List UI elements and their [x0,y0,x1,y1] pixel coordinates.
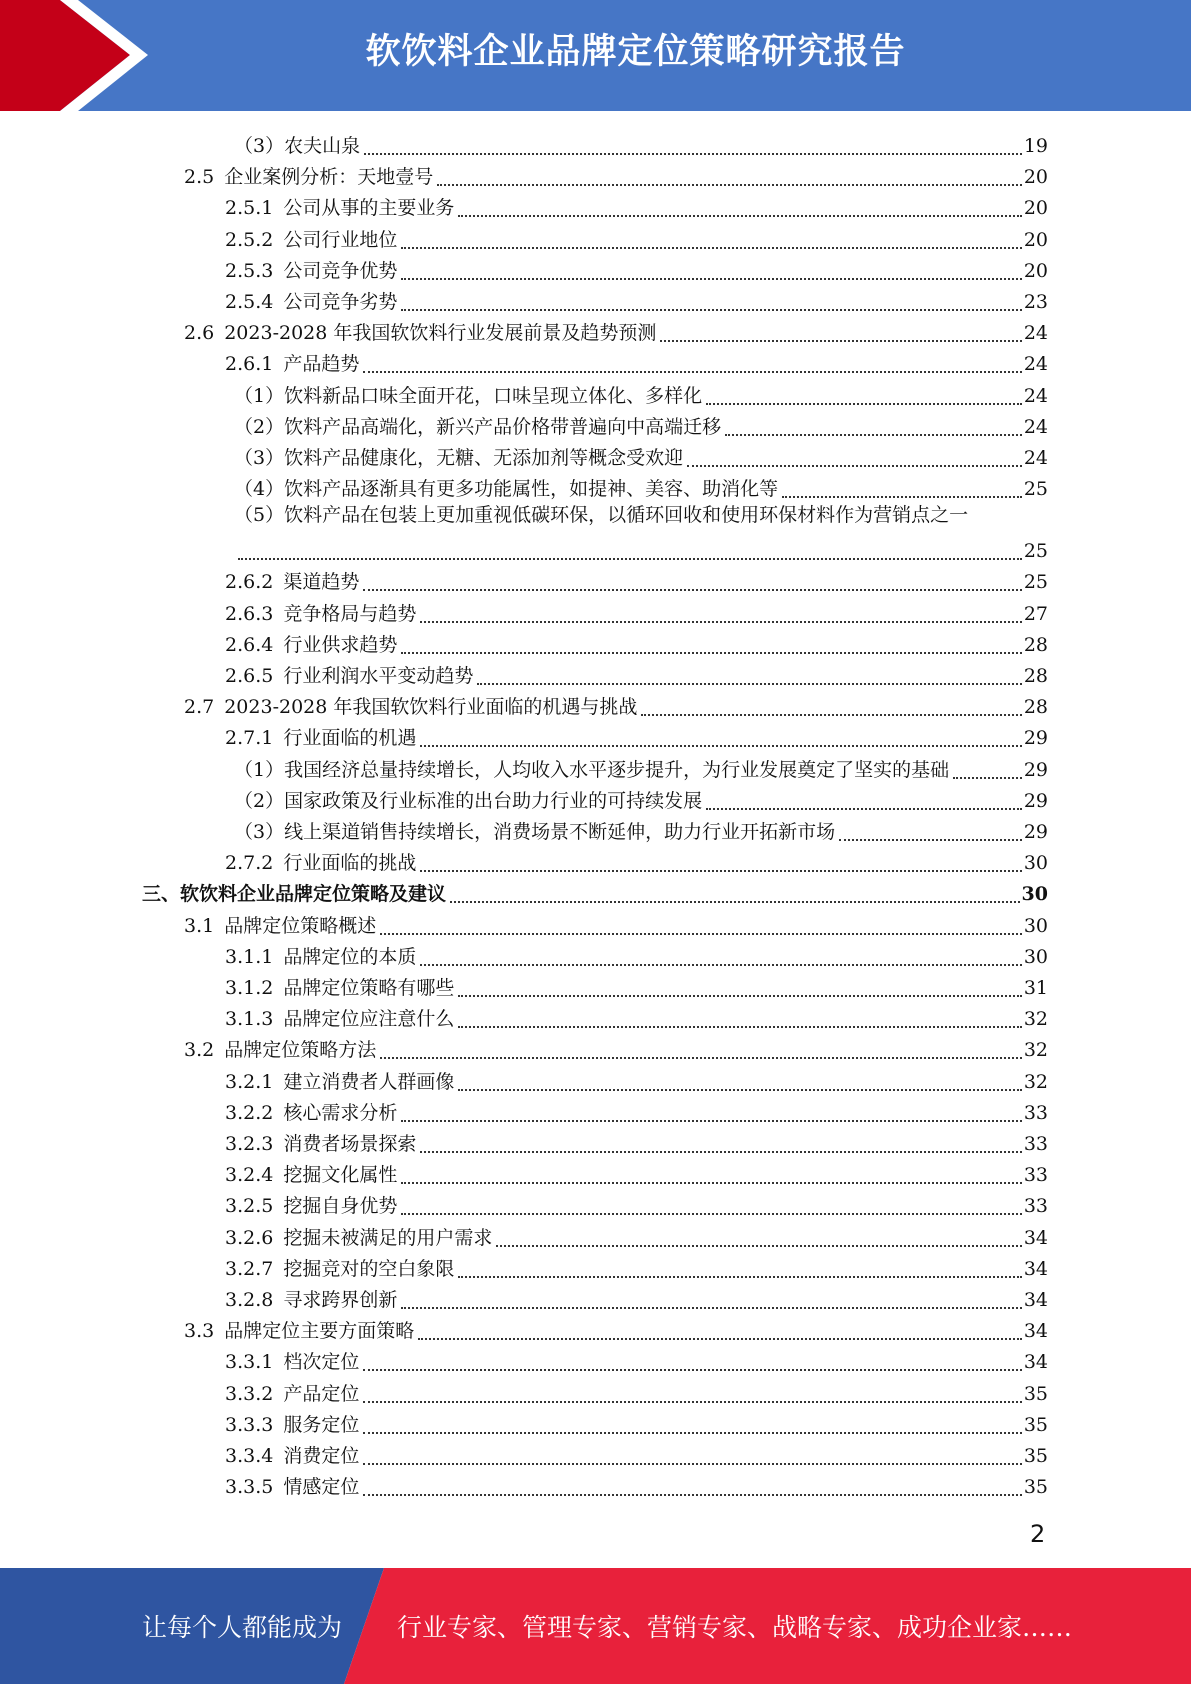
toc-section-number: 2.5.1 [225,197,274,220]
toc-entry-text: 2023-2028 年我国软饮料行业发展前景及趋势预测 [224,322,657,345]
toc-leader-dots [641,690,1021,716]
toc-page-number: 34 [1023,1289,1048,1311]
toc-page-number: 32 [1023,1039,1048,1062]
toc-entry-text: 渠道趋势 [283,571,360,594]
toc-section-number: 3.2.6 [225,1226,274,1249]
toc-leader-dots [496,1221,1021,1247]
toc-page-number: 24 [1023,415,1048,438]
toc-page-number: 24 [1023,384,1048,407]
page-footer [0,1568,1191,1684]
toc-leader-dots [687,441,1022,467]
toc-entry-text: 品牌定位应注意什么 [283,1008,455,1031]
toc-entry-text: 消费定位 [283,1445,360,1467]
toc-leader-dots [401,1158,1021,1184]
toc-entry[interactable] [234,378,1048,409]
toc-leader-dots [458,191,1021,217]
toc-entry[interactable] [225,253,1048,284]
footer-slogan-right: 行业专家、管理专家、营销专家、战略专家、成功企业家…… [397,1613,1073,1642]
toc-entry-text: 2023-2028 年我国软饮料行业面临的机遇与挑战 [224,696,638,719]
toc-page-number: 28 [1023,696,1048,719]
toc-page-number: 35 [1023,1476,1048,1499]
toc-page-number: 25 [1023,571,1048,594]
toc-leader-dots [401,1189,1021,1215]
toc-section-number: 3.2.3 [225,1133,274,1155]
toc-entry[interactable] [234,409,1048,440]
toc-entry-text: （2）国家政策及行业标准的出台助力行业的可持续发展 [234,789,703,812]
toc-leader-dots [782,472,1022,498]
toc-leader-dots [363,347,1021,373]
toc-page-number: 35 [1023,1413,1048,1436]
toc-entry[interactable] [225,1064,1048,1095]
toc-entry[interactable] [225,970,1048,1001]
toc-entry-text: 品牌定位的本质 [283,945,417,968]
toc-page-number: 30 [1021,883,1048,906]
toc-leader-dots [477,659,1021,685]
toc-entry[interactable] [184,1313,1048,1344]
toc-page-number: 23 [1023,291,1048,313]
toc-entry-text: （2）饮料产品高端化，新兴产品价格带普遍向中高端迁移 [234,415,722,438]
toc-section-number: 3.2.1 [225,1070,274,1093]
toc-page-number: 20 [1023,197,1048,220]
toc-leader-dots [401,1096,1021,1122]
toc-entry[interactable] [234,128,1048,159]
toc-section-number: 2.5.4 [225,291,274,313]
toc-entry-text: 品牌定位策略概述 [224,914,377,937]
toc-page-number: 33 [1023,1133,1048,1155]
toc-entry-text: 公司从事的主要业务 [283,197,455,220]
toc-entry[interactable] [234,752,1048,783]
toc-page-number: 28 [1023,665,1048,687]
toc-entry-text: 三、软饮料企业品牌定位策略及建议 [142,883,447,906]
toc-entry-text: 行业供求趋势 [283,633,398,656]
toc-leader-dots [458,1065,1021,1091]
toc-entry-text: 档次定位 [283,1351,360,1374]
toc-section-number: 2.5 [184,166,215,189]
toc-leader-dots [420,721,1021,747]
toc-leader-dots [458,1252,1021,1278]
toc-page-number: 24 [1023,447,1048,469]
toc-entry[interactable] [225,284,1048,315]
toc-entry[interactable] [225,658,1048,689]
toc-leader-dots [380,909,1022,935]
toc-leader-dots [458,971,1021,997]
toc-entry-text: 公司行业地位 [283,228,398,251]
document-title: 软饮料企业品牌定位策略研究报告 [365,32,906,72]
toc-entry[interactable] [225,1251,1048,1282]
toc-page-number: 29 [1023,727,1048,750]
toc-entry-text: 消费者场景探索 [283,1133,417,1155]
toc-section-number: 2.7.1 [225,727,274,750]
toc-leader-dots [420,1127,1021,1153]
toc-leader-dots [401,223,1021,249]
toc-page-number: 25 [1023,478,1048,501]
toc-section-number: 3.2.8 [225,1289,274,1311]
toc-section-number: 2.5.3 [225,259,274,282]
toc-entry[interactable] [184,159,1048,190]
toc-entry-text: 情感定位 [283,1476,360,1499]
toc-section-number: 3.3.5 [225,1476,274,1499]
toc-entry-text: 品牌定位主要方面策略 [224,1320,415,1343]
toc-section-number: 3.3.2 [225,1382,274,1405]
toc-entry-text: 企业案例分析：天地壹号 [224,166,434,189]
toc-entry[interactable] [225,1282,1048,1313]
toc-section-number: 3.3 [184,1320,215,1343]
toc-entry[interactable] [234,440,1048,471]
toc-entry-text: 挖掘自身优势 [283,1195,398,1218]
toc-leader-dots [401,1283,1021,1309]
toc-entry-text: 行业面临的机遇 [283,727,417,750]
toc-page-number: 32 [1023,1008,1048,1031]
toc-entry[interactable] [184,908,1048,939]
toc-leader-dots [420,597,1021,623]
toc-page-number: 34 [1023,1351,1048,1374]
toc-leader-dots [380,1033,1022,1059]
toc-page-number: 27 [1023,602,1048,625]
toc-page-number: 24 [1023,353,1048,376]
toc-entry-text: （1）我国经济总量持续增长，人均收入水平逐步提升，为行业发展奠定了坚实的基础 [234,758,950,781]
toc-entry[interactable] [225,222,1048,253]
toc-entry[interactable] [225,1220,1048,1251]
toc-entry-text: 建立消费者人群画像 [283,1070,455,1093]
toc-leader-dots [420,846,1021,872]
toc-entry-text: 挖掘竞对的空白象限 [283,1257,455,1280]
toc-leader-dots [363,1345,1021,1371]
toc-entry[interactable] [225,1126,1048,1157]
toc-page-number: 35 [1023,1382,1048,1405]
toc-page-number: 25 [1023,540,1048,563]
toc-entry[interactable] [225,190,1048,221]
toc-entry-text: 核心需求分析 [283,1101,398,1124]
toc-page-number: 24 [1023,322,1048,345]
toc-section-number: 3.3.3 [225,1413,274,1436]
toc-entry[interactable] [225,346,1048,377]
toc-page-number: 31 [1023,977,1048,999]
toc-entry-text: 产品趋势 [283,353,360,376]
toc-leader-dots [401,254,1021,280]
toc-leader-dots [450,877,1020,903]
toc-entry-text: 品牌定位策略有哪些 [283,977,455,999]
toc-section-number: 3.1.2 [225,977,274,999]
toc-leader-dots [418,1314,1022,1340]
toc-leader-dots [363,565,1021,591]
toc-page-number: 29 [1023,821,1048,843]
toc-section-number: 3.1.3 [225,1008,274,1031]
toc-entry[interactable] [225,627,1048,658]
toc-entry-text: 公司竞争劣势 [283,291,398,313]
toc-page-number: 34 [1023,1226,1048,1249]
toc-entry-text: 竞争格局与趋势 [283,602,417,625]
toc-page-number: 20 [1023,228,1048,251]
toc-section-number: 3.2.2 [225,1101,274,1124]
toc-section-number: 2.5.2 [225,228,274,251]
toc-section-number: 2.6.3 [225,602,274,625]
toc-entry-text: （4）饮料产品逐渐具有更多功能属性，如提神、美容、助消化等 [234,478,779,501]
toc-entry-text: 行业面临的挑战 [283,852,417,875]
toc-leader-dots [238,534,1022,560]
toc-entry[interactable] [234,533,1048,564]
toc-leader-dots [401,285,1021,311]
toc-leader-dots [363,1439,1021,1465]
toc-entry-text: 行业利润水平变动趋势 [283,665,474,687]
toc-entry[interactable] [225,1469,1048,1500]
toc-leader-dots [363,1377,1021,1403]
toc-section-number: 2.7.2 [225,852,274,875]
toc-entry[interactable] [225,1438,1048,1469]
toc-page-number: 35 [1023,1445,1048,1467]
toc-section-number: 3.2 [184,1039,215,1062]
toc-page-number: 33 [1023,1164,1048,1187]
toc-entry-text: （3）饮料产品健康化，无糖、无添加剂等概念受欢迎 [234,447,684,469]
toc-entry[interactable] [225,596,1048,627]
toc-leader-dots [839,815,1022,841]
page-header [0,0,1191,111]
toc-entry-text: 服务定位 [283,1413,360,1436]
toc-section-number: 3.2.4 [225,1164,274,1187]
toc-entry[interactable] [225,1001,1048,1032]
toc-page-number: 28 [1023,633,1048,656]
toc-entry-text: 挖掘文化属性 [283,1164,398,1187]
toc-entry[interactable] [234,783,1048,814]
toc-page-number: 30 [1023,914,1048,937]
toc-leader-dots [363,1408,1021,1434]
footer-slogan-left: 让每个人都能成为 [142,1613,343,1642]
toc-page-number: 30 [1023,945,1048,968]
toc-section-number: 2.6.5 [225,665,274,687]
toc-entry-text: （3）线上渠道销售持续增长，消费场景不断延伸，助力行业开拓新市场 [234,821,836,843]
toc-section-number: 2.7 [184,696,215,719]
toc-entry[interactable] [225,1376,1048,1407]
toc-section-number: 2.6.1 [225,353,274,376]
toc-entry[interactable] [225,1188,1048,1219]
toc-section-number: 3.2.7 [225,1257,274,1280]
toc-page-number: 29 [1023,789,1048,812]
toc-section-number: 3.1 [184,914,215,937]
toc-leader-dots [437,160,1022,186]
toc-entry[interactable] [225,1344,1048,1375]
toc-page-number: 33 [1023,1101,1048,1124]
toc-page-number: 20 [1023,259,1048,282]
toc-entry-text: （1）饮料新品口味全面开花，口味呈现立体化、多样化 [234,384,703,407]
toc-section-number: 3.3.4 [225,1445,274,1467]
toc-entry[interactable] [225,564,1048,595]
toc-leader-dots [363,1470,1021,1496]
toc-entry-text: 公司竞争优势 [283,259,398,282]
toc-leader-dots [706,784,1022,810]
toc-entry[interactable] [234,814,1048,845]
toc-entry-text: 品牌定位策略方法 [224,1039,377,1062]
toc-page-number: 29 [1023,758,1048,781]
toc-leader-dots [706,379,1022,405]
toc-section-number: 2.6.4 [225,633,274,656]
toc-section-number: 3.1.1 [225,945,274,968]
toc-entry[interactable] [225,1407,1048,1438]
toc-entry[interactable] [184,689,1048,720]
toc-leader-dots [420,940,1021,966]
toc-page-number: 30 [1023,852,1048,875]
toc-leader-dots [364,129,1022,155]
toc-page-number: 34 [1023,1257,1048,1280]
toc-section-number: 3.3.1 [225,1351,274,1374]
toc-section-number: 2.6 [184,322,215,345]
toc-page-number: 19 [1023,135,1048,157]
toc-page-number: 32 [1023,1070,1048,1093]
toc-entry[interactable] [234,471,1048,502]
toc-entry-text: （5）饮料产品在包装上更加重视低碳环保，以循环回收和使用环保材料作为营销点之一 [234,504,969,527]
toc-leader-dots [458,1002,1021,1028]
toc-entry-text: 寻求跨界创新 [283,1289,398,1311]
toc-section-number: 3.2.5 [225,1195,274,1218]
page-number: 2 [1030,1520,1046,1548]
toc-leader-dots [725,410,1022,436]
toc-entry-text: （3）农夫山泉 [234,135,361,157]
toc-entry[interactable] [225,845,1048,876]
toc-leader-dots [660,316,1021,342]
toc-entry[interactable] [225,1095,1048,1126]
toc-entry[interactable] [184,1032,1048,1063]
toc-page-number: 34 [1023,1320,1048,1343]
toc-leader-dots [953,753,1022,779]
toc-entry[interactable] [142,876,1048,907]
toc-page-number: 20 [1023,166,1048,189]
toc-leader-dots [401,628,1021,654]
toc-section-number: 2.6.2 [225,571,274,594]
toc-entry-text: 产品定位 [283,1382,360,1405]
toc-entry-text: 挖掘未被满足的用户需求 [283,1226,493,1249]
toc-entry[interactable] [225,720,1048,751]
toc-entry[interactable] [225,939,1048,970]
toc-page-number: 33 [1023,1195,1048,1218]
toc-entry[interactable] [225,1157,1048,1188]
toc-entry[interactable] [184,315,1048,346]
